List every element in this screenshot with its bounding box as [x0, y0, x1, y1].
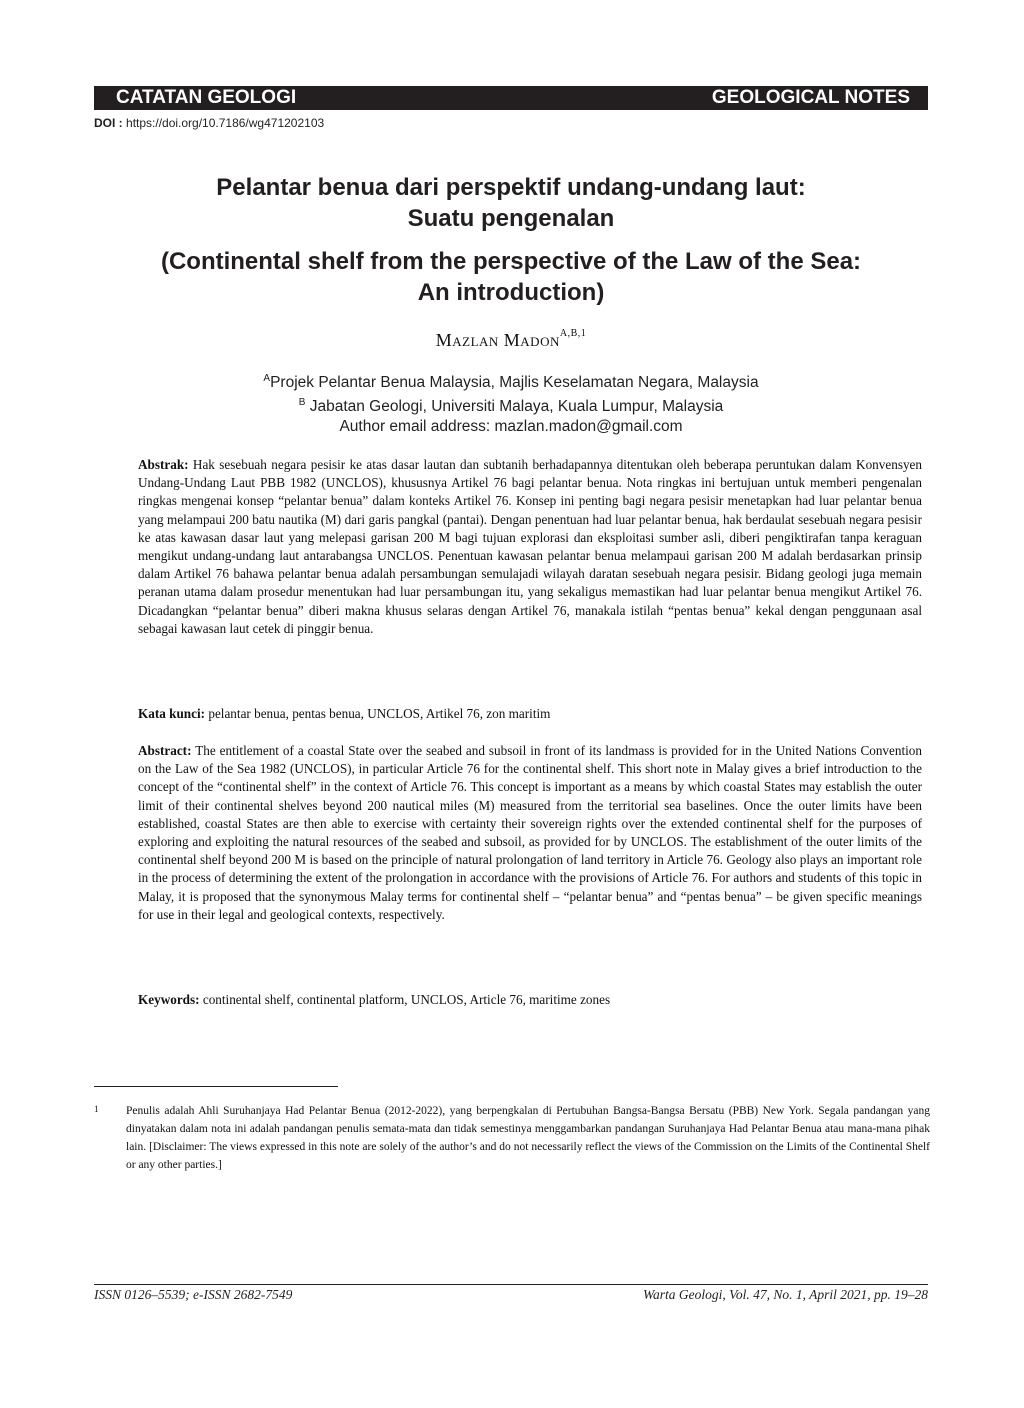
title-malay-line1: Pelantar benua dari perspektif undang-undang laut: [216, 174, 806, 201]
author-line [94, 330, 928, 351]
abstrak-text: Hak sesebuah negara pesisir ke atas dasar lautan dan subtanih berhadapannya ditentukan oleh beberapa peruntukan dalam Konvensyen Undang-Undang Laut PBB 1982 (UNCLOS), khususnya Artikel 76 bagi pelantar benua. Nota ringkas ini bertujuan untuk memberi pengenalan ringkas mengenai konsep “pelantar benua” dalam konteks Artikel 76. Konsep ini penting bagi negara pesisir menetapkan had luar pelantar benua yang melampaui 200 batu nautika (M) dari garis pangkal (pantai). Dengan penentuan had luar pelantar benua, hak berdaulat sesebuah negara pesisir ke atas kawasan dasar laut yang melepasi garisan 200 M bagi tujuan explorasi dan eksploitasi sumber asli, diberi pengiktirafan tanpa keraguan mengikut undang-undang laut antarabangsa UNCLOS. Penentuan kawasan pelantar benua melampaui garisan 200 M adalah berdasarkan prinsip dalam Artikel 76 bahawa pelantar benua adalah persambungan semulajadi wilayah daratan sesebuah negara pesisir. Bidang geologi juga memain peranan utama dalam prosedur menentukan had luar persambungan itu, yang sekaligus memastikan had luar pelantar benua mengikut Artikel 76. Dicadangkan “pelantar benua” diberi makna khusus selaras dengan Artikel 76, manakala istilah “pentas benua” kekal dengan penggunaan asal sebagai kawasan laut cetek di pinggir benua. [138, 457, 922, 636]
keywords-label: Keywords: [138, 992, 200, 1007]
section-banner [94, 86, 928, 110]
footer-citation: Warta Geologi, Vol. 47, No. 1, April 2021, pp. 19–28 [642, 1287, 928, 1302]
keywords-paragraph [138, 991, 922, 1009]
article-title [94, 172, 928, 308]
keywords-text: continental shelf, continental platform, UNCLOS, Article 76, maritime zones [199, 992, 611, 1007]
affiliation-b-text: Jabatan Geologi, Universiti Malaya, Kuala Lumpur, Malaysia [305, 398, 724, 416]
affiliation-a-text: Projek Pelantar Benua Malaysia, Majlis Keselamatan Negara, Malaysia [270, 374, 759, 392]
author-superscript: A,B,1 [559, 328, 587, 339]
title-english-line1: (Continental shelf from the perspective of the Law of the Sea: [160, 248, 862, 275]
banner-right-label: GEOLOGICAL NOTES [711, 87, 910, 108]
title-english-line2: An introduction) [417, 279, 605, 306]
doi-label: DOI : [94, 116, 123, 130]
footer-divider [94, 1284, 928, 1285]
author-name: Mazlan Madon [435, 330, 560, 350]
footnote-text: Penulis adalah Ahli Suruhanjaya Had Pelantar Benua (2012-2022), yang berpengkalan di Pertubuhan Bangsa-Bangsa Bersatu (PBB) New York. Segala pandangan yang dinyatakan dalam nota ini adalah pandangan penulis semata-mata dan tidak semestinya menggambarkan pandangan Suruhanjaya Had Pelantar Benua atau mana-mana pihak lain. [Disclaimer: The views expressed in this note are solely of the author’s and do not necessarily reflect the views of the Commission on the Limits of the Continental Shelf or any other parties.] [126, 1105, 930, 1171]
title-malay-line2: Suatu pengenalan [407, 205, 615, 232]
kata-kunci-text: pelantar benua, pentas benua, UNCLOS, Artikel 76, zon maritim [205, 706, 551, 721]
footnote-mark: 1 [94, 1104, 99, 1114]
banner-left-label: CATATAN GEOLOGI [116, 87, 297, 108]
abstract-text: The entitlement of a coastal State over the seabed and subsoil in front of its landmass is provided for in the United Nations Convention on the Law of the Sea 1982 (UNCLOS), in particular Article 76 for the continental shelf. This short note in Malay gives a brief introduction to the concept of the “continental shelf” in the context of Article 76. This concept is important as a means by which coastal States may establish the outer limit of their continental shelves beyond 200 nautical miles (M) measured from the territorial sea baselines. Once the outer limits have been established, coastal States are then able to exercise with certainty their sovereign rights over the extended continental shelf for the purposes of exploring and exploiting the natural resources of the seabed and subsoil, as provided for by UNCLOS. The establishment of the outer limits of the continental shelf beyond 200 M is based on the principle of natural prolongation of land territory in Article 76. Geology also plays an important role in the process of determining the extent of the prolongation in accordance with the provisions of Article 76. For authors and students of this topic in Malay, it is proposed that the synonymous Malay terms for continental shelf – “pelantar benua” and “pentas benua” – be given specific meanings for use in their legal and geological contexts, respectively. [138, 743, 922, 922]
title-malay [94, 172, 928, 234]
affiliation-b-mark: B [298, 397, 306, 409]
affiliations [94, 369, 928, 437]
kata-kunci-paragraph [138, 705, 922, 723]
footer-issn: ISSN 0126–5539; e-ISSN 2682-7549 [94, 1287, 293, 1302]
abstract-paragraph [138, 742, 922, 924]
affiliation-a [94, 369, 928, 393]
doi-line [94, 116, 324, 130]
footnote-divider [94, 1086, 338, 1087]
affiliation-a-mark: A [263, 373, 271, 384]
doi-link[interactable]: https://doi.org/10.7186/wg471202103 [126, 116, 325, 130]
title-english [94, 246, 928, 308]
author-email: Author email address: mazlan.madon@gmail.com [339, 418, 683, 436]
abstrak-label: Abstrak: [138, 457, 189, 472]
abstract-label: Abstract: [138, 743, 192, 758]
affiliation-b [94, 393, 928, 417]
footnote [94, 1102, 930, 1174]
kata-kunci-label: Kata kunci: [138, 706, 206, 721]
abstrak-paragraph [138, 456, 922, 638]
